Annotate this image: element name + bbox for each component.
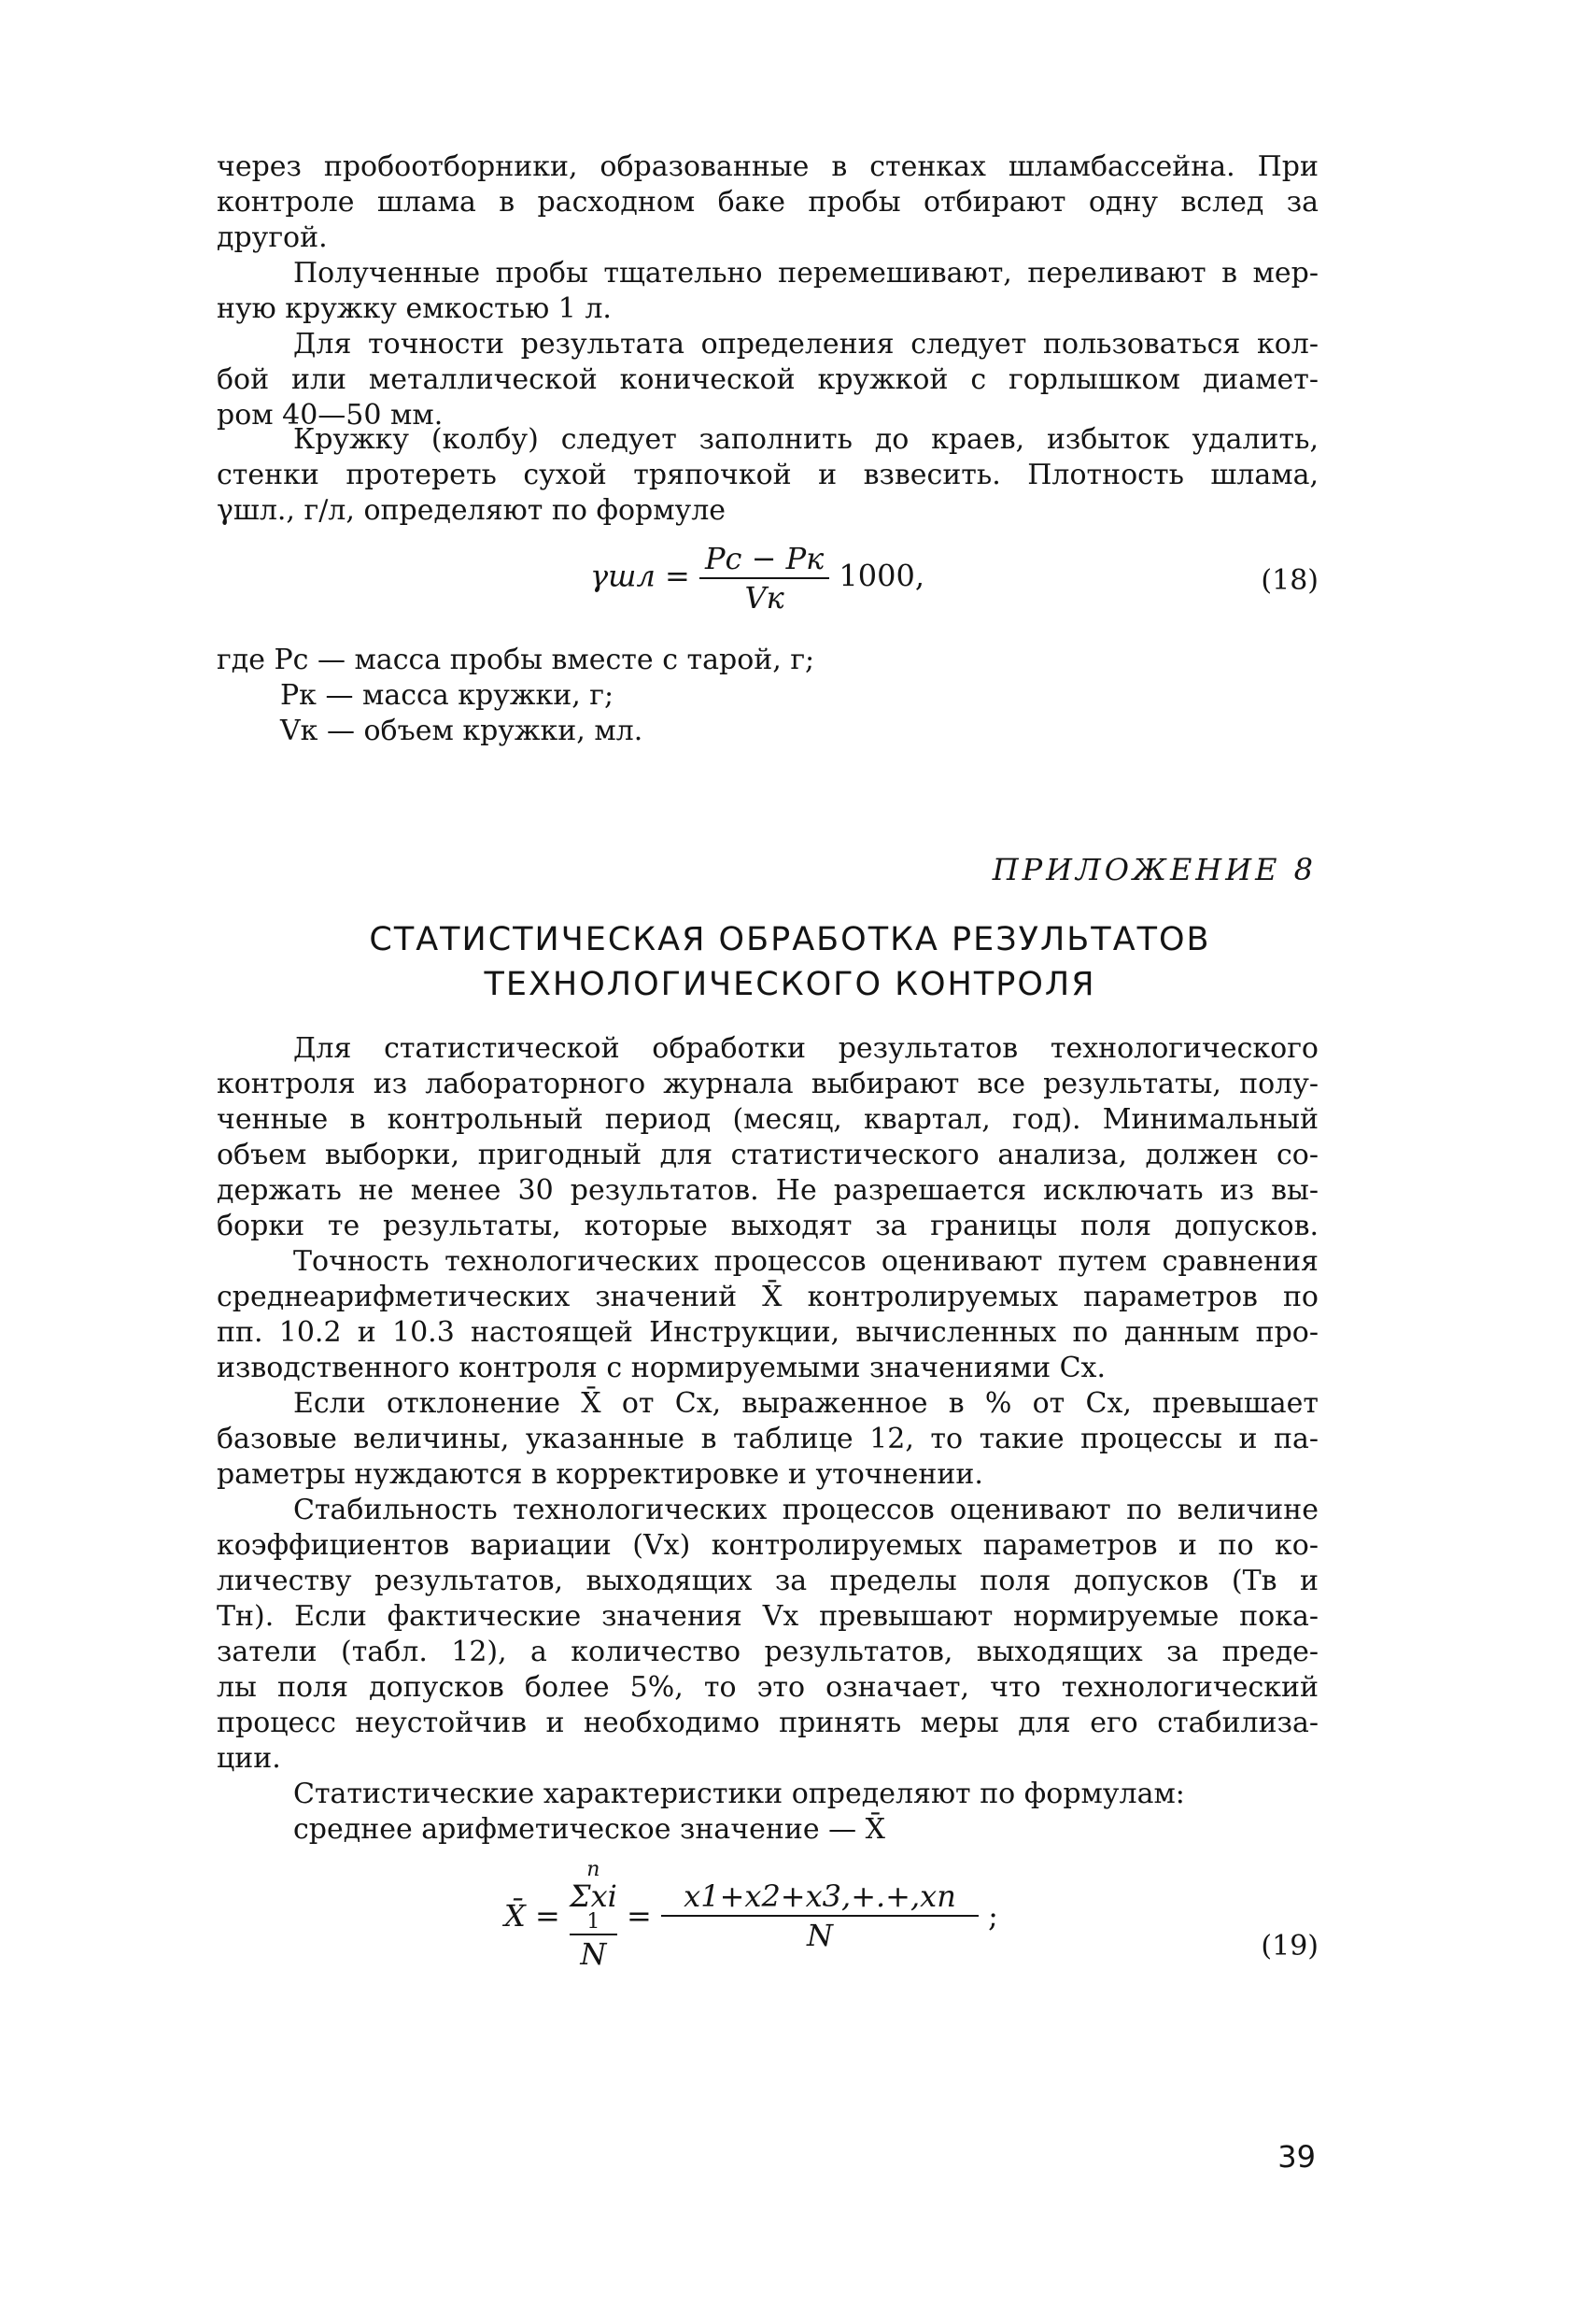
text-line: другой.: [217, 221, 328, 254]
formula-denominator: Vк: [744, 580, 784, 616]
paragraph-density: [217, 422, 1319, 529]
text-line: Для точности результата определения следует пользоваться кол-: [293, 328, 1319, 361]
text-line: держать не менее 30 результатов. Не разрешается исключать из вы-: [217, 1174, 1319, 1207]
equation-number-19: (19): [1261, 1930, 1319, 1963]
sum-expression: Σxi: [569, 1878, 617, 1914]
text-line: лы поля допусков более 5%, то это означает, что технологический: [217, 1671, 1319, 1704]
text-line: контроле шлама в расходном баке пробы отбирают одну вслед за: [217, 186, 1319, 219]
text-line: Для статистической обработки результатов технологического: [293, 1032, 1319, 1065]
text-line: затели (табл. 12), а количество результатов, выходящих за преде-: [217, 1636, 1319, 1668]
text-line: Статистические характеристики определяют по формулам:: [293, 1778, 1185, 1810]
text-line: Tн). Если фактические значения Vx превышают нормируемые пока-: [217, 1600, 1319, 1633]
paragraph-stability: [217, 1493, 1319, 1777]
paragraph-sampling: [217, 149, 1319, 256]
text-line: объем выборки, пригодный для статистического анализа, должен со-: [217, 1139, 1319, 1171]
text-line: базовые величины, указанные в таблице 12, то такие процессы и па-: [217, 1423, 1319, 1455]
legend-line: Pк — масса кружки, г;: [280, 679, 614, 712]
sum-upper-limit: n: [586, 1858, 600, 1881]
text-line: раметры нуждаются в корректировке и уточнении.: [217, 1458, 983, 1491]
text-line: ную кружку емкостью 1 л.: [217, 292, 612, 325]
formula-lhs: γшл =: [590, 558, 690, 594]
formula-sum-fraction: [570, 1859, 617, 1973]
equation-number-18: (18): [1261, 564, 1319, 597]
formula-legend: [217, 643, 1319, 749]
sum-lower-limit: 1: [570, 1911, 617, 1935]
formula-18: [590, 540, 924, 616]
text-line: ции.: [217, 1742, 281, 1775]
text-line: ченные в контрольный период (месяц, квартал, год). Минимальный: [217, 1103, 1319, 1136]
section-title: [0, 917, 1580, 1007]
formula-numerator: Pс − Pк: [699, 540, 829, 579]
legend-line: где Pс — масса пробы вместе с тарой, г;: [217, 644, 815, 676]
text-line: коэффициентов вариации (Vx) контролируемых параметров и по ко-: [217, 1529, 1319, 1562]
paragraph-formulas-intro: [217, 1777, 1319, 1848]
paragraph-mixing: [217, 256, 1319, 327]
text-line: борки те результаты, которые выходят за границы поля допусков.: [217, 1210, 1319, 1242]
paragraph-data-selection: [217, 1031, 1319, 1244]
formula-factor: 1000,: [839, 558, 924, 594]
title-line: ТЕХНОЛОГИЧЕСКОГО КОНТРОЛЯ: [484, 966, 1096, 1003]
formula-equals: =: [627, 1898, 652, 1934]
text-line: через пробоотборники, образованные в стенках шламбассейна. При: [217, 150, 1319, 183]
text-line: среднее арифметическое значение — X̄: [293, 1813, 886, 1846]
text-line: процесс неустойчив и необходимо принять меры для его стабилиза-: [217, 1707, 1319, 1739]
formula-fraction: [699, 540, 829, 616]
text-line: контроля из лабораторного журнала выбирают все результаты, полу-: [217, 1068, 1319, 1100]
formula-denominator: N: [580, 1936, 607, 1972]
text-line: Если отклонение X̄ от Cx, выраженное в % от Cx, превышает: [293, 1387, 1319, 1420]
paragraph-accuracy: [217, 327, 1319, 433]
formula-tail: ;: [988, 1898, 998, 1934]
text-line: Стабильность технологических процессов оценивают по величине: [293, 1494, 1319, 1526]
formula-numerator: x1+x2+x3,+.+,xn: [661, 1878, 979, 1917]
text-line: стенки протереть сухой тряпочкой и взвесить. Плотность шлама,: [217, 459, 1319, 491]
formula-denominator: N: [807, 1918, 833, 1953]
appendix-label: ПРИЛОЖЕНИЕ 8: [992, 852, 1317, 887]
text-line: среднеарифметических значений X̄ контролируемых параметров по: [217, 1281, 1319, 1313]
text-line: изводственного контроля с нормируемыми значениями Cx.: [217, 1352, 1107, 1384]
text-line: бой или металлической конической кружкой с горлышком диамет-: [217, 363, 1319, 396]
legend-line: Vк — объем кружки, мл.: [280, 715, 643, 747]
paragraph-process-accuracy: [217, 1244, 1319, 1386]
text-line: γшл., г/л, определяют по формуле: [217, 494, 727, 527]
text-line: личеству результатов, выходящих за пределы поля допусков (Tв и: [217, 1565, 1319, 1597]
text-line: Кружку (колбу) следует заполнить до краев, избыток удалить,: [293, 423, 1319, 456]
text-line: ром 40—50 мм.: [217, 399, 444, 432]
formula-fraction: [661, 1878, 979, 1954]
title-line: СТАТИСТИЧЕСКАЯ ОБРАБОТКА РЕЗУЛЬТАТОВ: [369, 921, 1211, 958]
formula-lhs: X̄ =: [504, 1898, 560, 1934]
text-line: Полученные пробы тщательно перемешивают, переливают в мер-: [293, 257, 1319, 290]
formula-19: [504, 1859, 998, 1973]
text-line: пп. 10.2 и 10.3 настоящей Инструкции, вычисленных по данным про-: [217, 1316, 1319, 1349]
text-line: Точность технологических процессов оценивают путем сравнения: [293, 1245, 1319, 1278]
page-number: 39: [1277, 2139, 1316, 2175]
paragraph-deviation: [217, 1386, 1319, 1493]
